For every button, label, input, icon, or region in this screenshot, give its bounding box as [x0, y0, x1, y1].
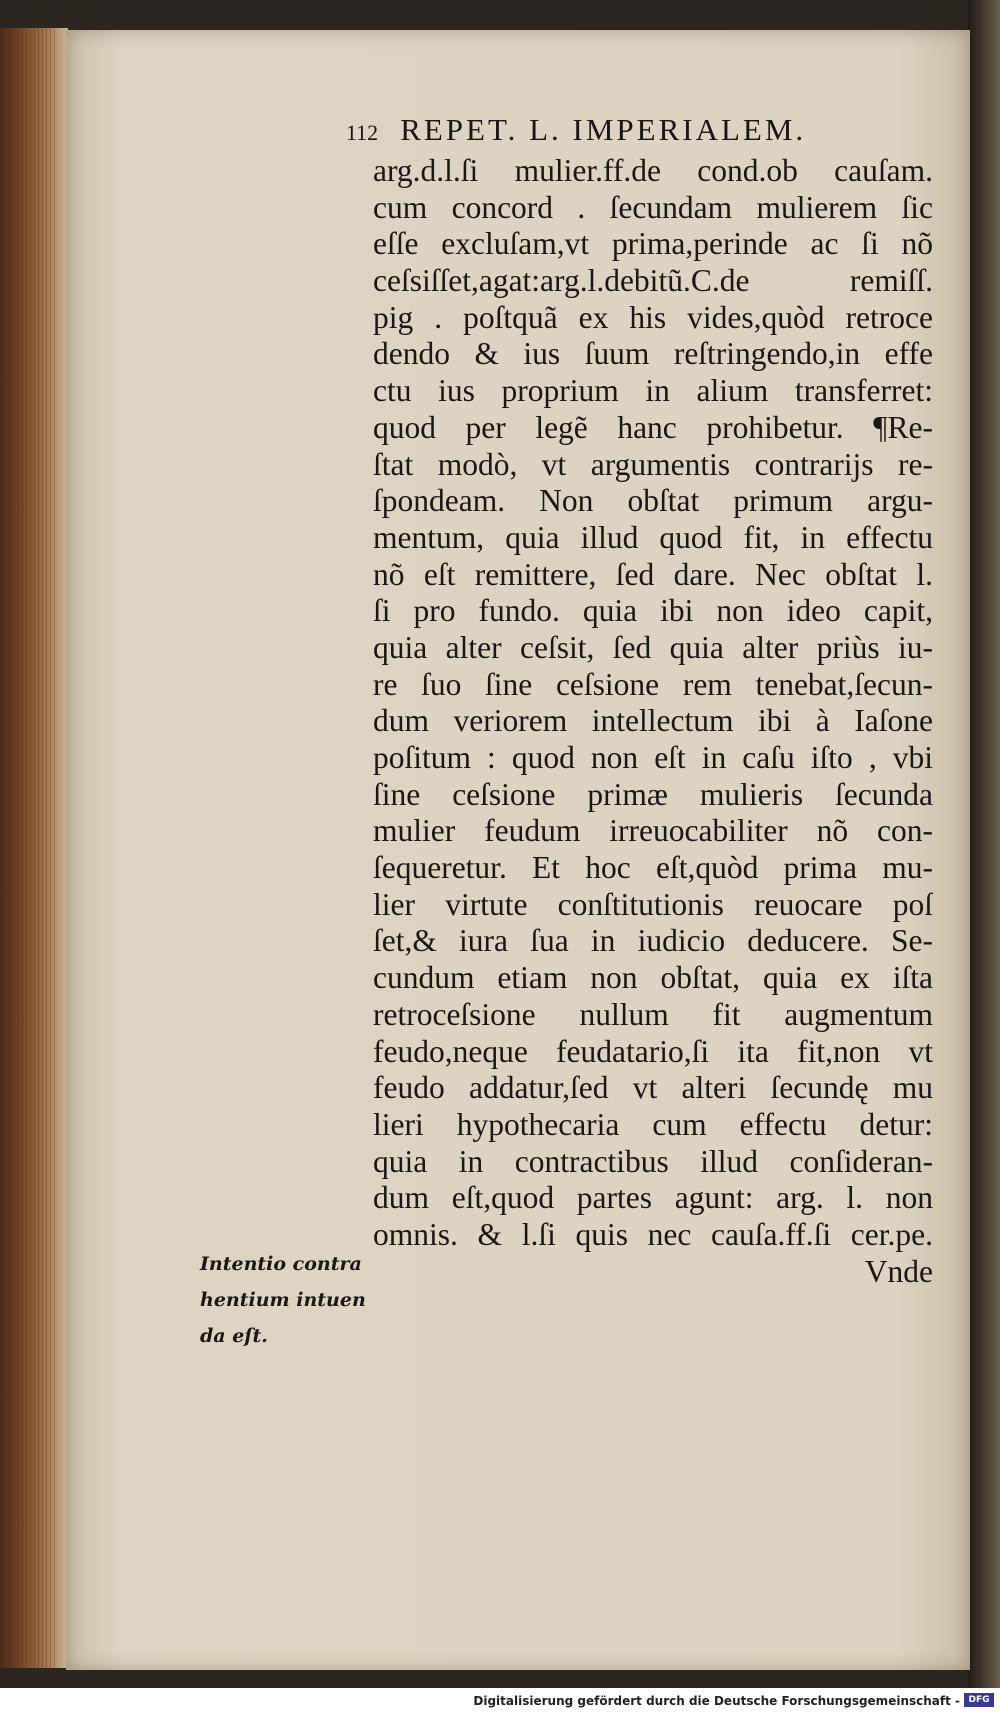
text-line: quod per legẽ hanc prohibetur. ¶Re- [373, 409, 933, 445]
page-number: 112 [346, 120, 379, 145]
marginal-note-line: da eſt. [200, 1325, 268, 1347]
text-line: ſpondeam. Non obſtat primum argu- [373, 483, 933, 519]
funding-credit: Digitalisierung gefördert durch die Deutsche Forschungsgemeinschaft - [473, 1694, 960, 1708]
text-line: ſtat modò, vt argumentis contrarijs re- [373, 446, 933, 482]
text-line: lier virtute conſtitutionis reuocare poſ [373, 886, 933, 922]
text-line: ctu ius proprium in alium transferret: [373, 373, 933, 409]
text-line: ceſsiſſet,agat:arg.l.debitũ.C.de remiſſ. [373, 263, 933, 299]
book-spine-edge [0, 28, 68, 1668]
text-line: ſet,& iura ſua in iudicio deducere. Se- [373, 923, 933, 959]
text-line: eſſe excluſam,vt prima,perinde ac ſi nõ [373, 226, 933, 262]
dfg-logo: DFG [964, 1693, 994, 1707]
text-line: quia in contractibus illud conſideran- [373, 1143, 933, 1179]
catchword: Vnde [864, 1253, 933, 1289]
text-line: mulier feudum irreuocabiliter nõ con- [373, 813, 933, 849]
marginal-note [200, 1246, 375, 1354]
facing-page-edge [968, 0, 1000, 1688]
text-line: ſi pro fundo. quia ibi non ideo capit, [373, 593, 933, 629]
text-line: feudo,neque feudatario,ſi ita fit,non vt [373, 1033, 933, 1069]
text-line: arg.d.l.ſi mulier.ff.de cond.ob cauſam. [373, 153, 933, 188]
text-line: quia alter ceſsit, ſed quia alter priùs iu- [373, 629, 933, 665]
text-line: pig . poſtquã ex his vides,quòd retroce [373, 299, 933, 335]
text-line: ſequeretur. Et hoc eſt,quòd prima mu- [373, 850, 933, 886]
text-line: cundum etiam non obſtat, quia ex iſta [373, 960, 933, 996]
footer-bar [0, 1688, 1000, 1715]
text-line: lieri hypothecaria cum effectu detur: [373, 1106, 933, 1142]
marginal-note-line: Intentio contra [200, 1253, 362, 1275]
marginal-note-line: hentium intuen [200, 1289, 366, 1311]
text-line: re ſuo ſine ceſsione rem tenebat,ſecun- [373, 666, 933, 702]
text-line: mentum, quia illud quod fit, in effectu [373, 519, 933, 555]
text-line: feudo addatur,ſed vt alteri ſecundę mu [373, 1070, 933, 1106]
text-line: dum veriorem intellectum ibi à Iaſone [373, 703, 933, 739]
text-line: dendo & ius ſuum reſtringendo,in effe [373, 336, 933, 372]
running-title: REPET. L. IMPERIALEM. [400, 112, 807, 147]
text-line: ſine ceſsione primæ mulieris ſecunda [373, 776, 933, 812]
main-text-block [373, 153, 933, 1290]
running-head [346, 112, 946, 152]
text-line: retroceſsione nullum fit augmentum [373, 996, 933, 1032]
text-line: cum concord . ſecundam mulierem ſic [373, 189, 933, 225]
text-line: nõ eſt remittere, ſed dare. Nec obſtat l. [373, 556, 933, 592]
text-line: dum eſt,quod partes agunt: arg. l. non [373, 1180, 933, 1216]
text-line: poſitum : quod non eſt in caſu iſto , vbi [373, 740, 933, 775]
text-line: omnis. & l.ſi quis nec cauſa.ff.ſi cer.pe. [373, 1216, 933, 1252]
